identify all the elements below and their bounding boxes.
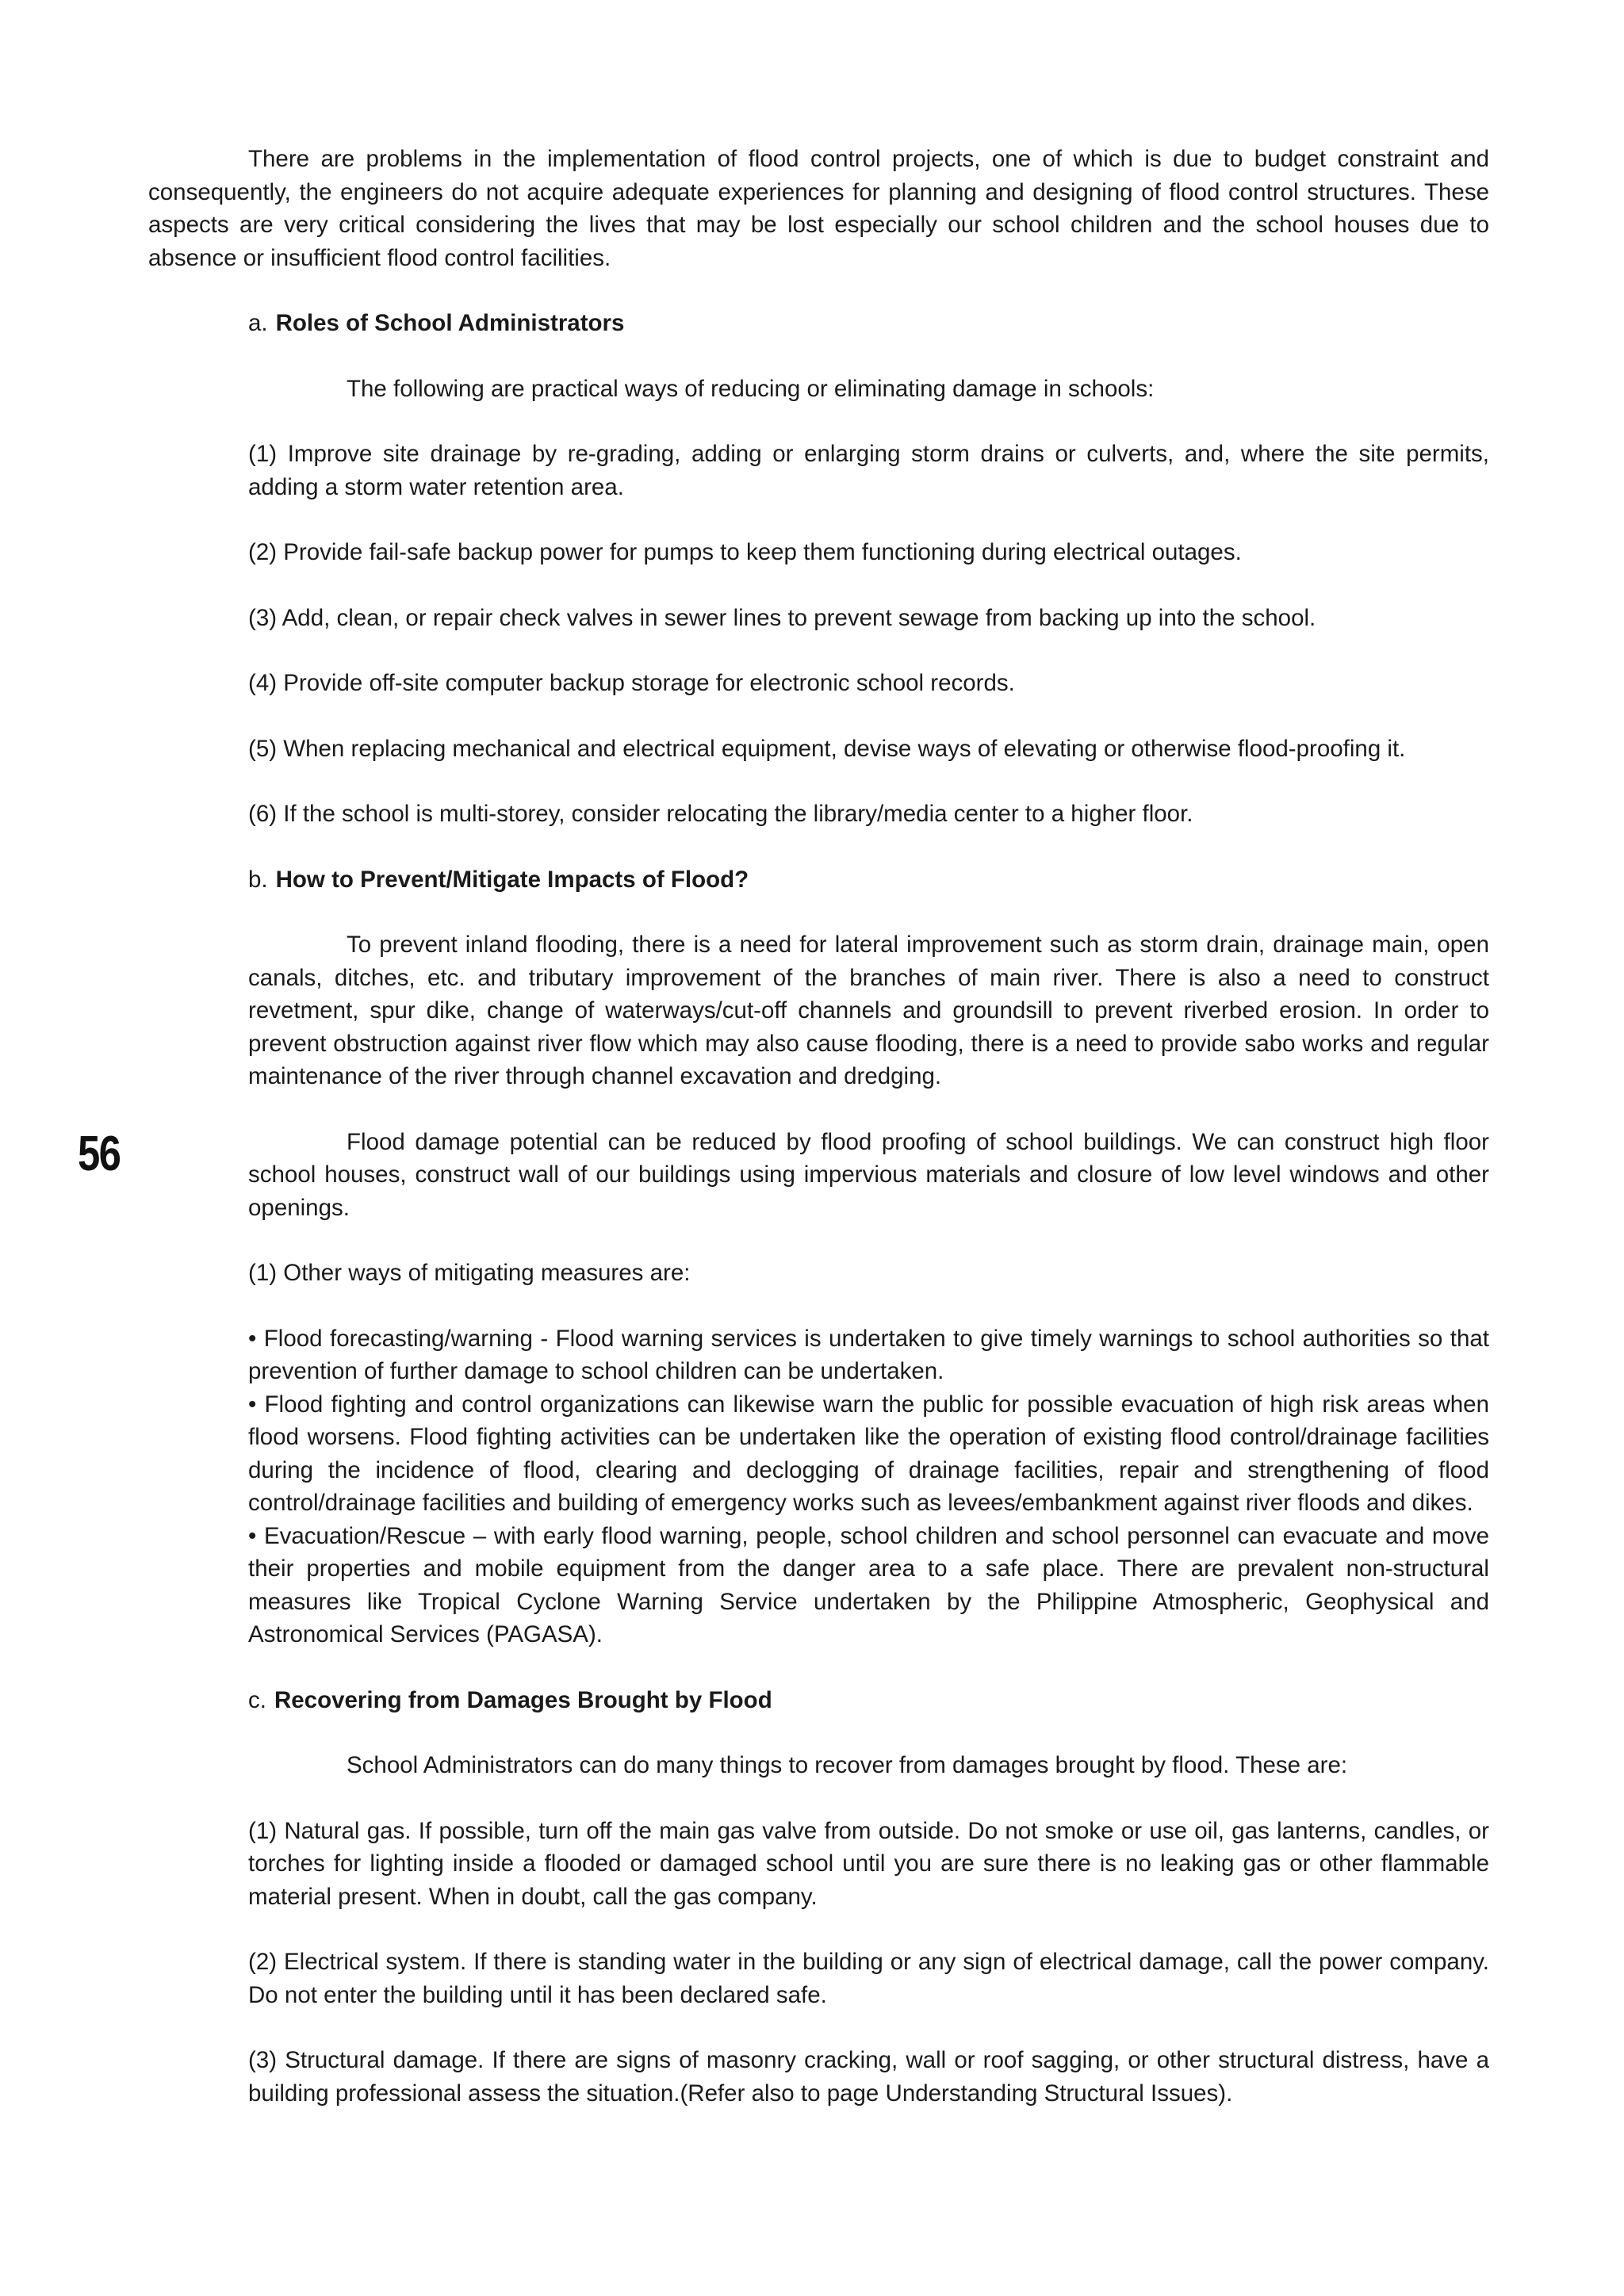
section-c-lead: School Administrators can do many things to recover from damages brought by flood. These are: xyxy=(347,1752,1348,1778)
section-a-heading xyxy=(248,307,1489,340)
section-b-bullet: • Flood fighting and control organizations can likewise warn the public for possible evacuation of high risk areas when flood worsens. Flood fighting activities can be undertaken like the operation of existing flood control/drainage facilities during the incidence of flood, clearing and declogging of drainage facilities, repair and strengthening of flood control/drainage facilities and building of emergency works such as levees/embankment against river floods and dikes. xyxy=(248,1391,1489,1516)
section-b-title: How to Prevent/Mitigate Impacts of Flood? xyxy=(275,866,749,893)
section-a-item: (5) When replacing mechanical and electrical equipment, devise ways of elevating or otherwise flood-proofing it. xyxy=(248,735,1406,762)
section-a-item: (6) If the school is multi-storey, consider relocating the library/media center to a higher floor. xyxy=(248,801,1193,827)
section-b-letter: b. xyxy=(248,866,268,893)
section-b-bullet: • Flood forecasting/warning - Flood warning services is undertaken to give timely warnings to school authorities so that prevention of further damage to school children can be undertaken. xyxy=(248,1325,1489,1384)
section-b-paragraph-2: Flood damage potential can be reduced by flood proofing of school buildings. We can construct high floor school houses, construct wall of our buildings using impervious materials and closure of low level windows and other openings. xyxy=(248,1128,1489,1221)
document-body xyxy=(148,143,1489,2142)
section-a-item: (4) Provide off-site computer backup storage for electronic school records. xyxy=(248,670,1015,696)
page-number: 56 xyxy=(78,1127,121,1181)
section-a-item: (2) Provide fail-safe backup power for pumps to keep them functioning during electrical outages. xyxy=(248,539,1242,565)
section-a-lead: The following are practical ways of reducing or eliminating damage in schools: xyxy=(347,375,1155,402)
section-a-item: (3) Add, clean, or repair check valves in sewer lines to prevent sewage from backing up into the school. xyxy=(248,604,1316,631)
section-c-title: Recovering from Damages Brought by Flood xyxy=(274,1686,772,1713)
section-c-item: (2) Electrical system. If there is standing water in the building or any sign of electrical damage, call the power company. Do not enter the building until it has been declared safe. xyxy=(248,1949,1489,2008)
section-a-letter: a. xyxy=(248,310,268,336)
section-b-subheading: (1) Other ways of mitigating measures are: xyxy=(248,1260,691,1286)
section-c-heading xyxy=(248,1684,1489,1717)
section-a-item: (1) Improve site drainage by re-grading, adding or enlarging storm drains or culverts, and, where the site permits, adding a storm water retention area. xyxy=(248,441,1489,500)
section-b-heading xyxy=(248,863,1489,897)
section-c-item: (3) Structural damage. If there are signs of masonry cracking, wall or roof sagging, or other structural distress, have a building professional assess the situation.(Refer also to page Understanding Structural Issues). xyxy=(248,2047,1489,2107)
section-c-letter: c. xyxy=(248,1686,266,1713)
section-b-paragraph-1: To prevent inland flooding, there is a need for lateral improvement such as storm drain, drainage main, open canals, ditches, etc. and tributary improvement of the branches of main river. There is also a need to construct revetment, spur dike, change of waterways/cut-off channels and groundsill to prevent riverbed erosion. In order to prevent obstruction against river flow which may also cause flooding, there is a need to provide sabo works and regular maintenance of the river through channel excavation and dredging. xyxy=(248,932,1489,1089)
intro-paragraph: There are problems in the implementation of flood control projects, one of which is due to budget constraint and consequently, the engineers do not acquire adequate experiences for planning and designing of flood control structures. These aspects are very critical considering the lives that may be lost especially our school children and the school houses due to absence or insufficient flood control facilities. xyxy=(148,146,1489,271)
section-b-bullet: • Evacuation/Rescue – with early flood warning, people, school children and school personnel can evacuate and move their properties and mobile equipment from the danger area to a safe place. There are prevalent non-structural measures like Tropical Cyclone Warning Service undertaken by the Philippine Atmospheric, Geophysical and Astronomical Services (PAGASA). xyxy=(248,1522,1489,1647)
section-c-item: (1) Natural gas. If possible, turn off the main gas valve from outside. Do not smoke or use oil, gas lanterns, candles, or torches for lighting inside a flooded or damaged school until you are sure there is no leaking gas or other flammable material present. When in doubt, call the gas company. xyxy=(248,1817,1489,1910)
section-a-title: Roles of School Administrators xyxy=(275,310,625,336)
